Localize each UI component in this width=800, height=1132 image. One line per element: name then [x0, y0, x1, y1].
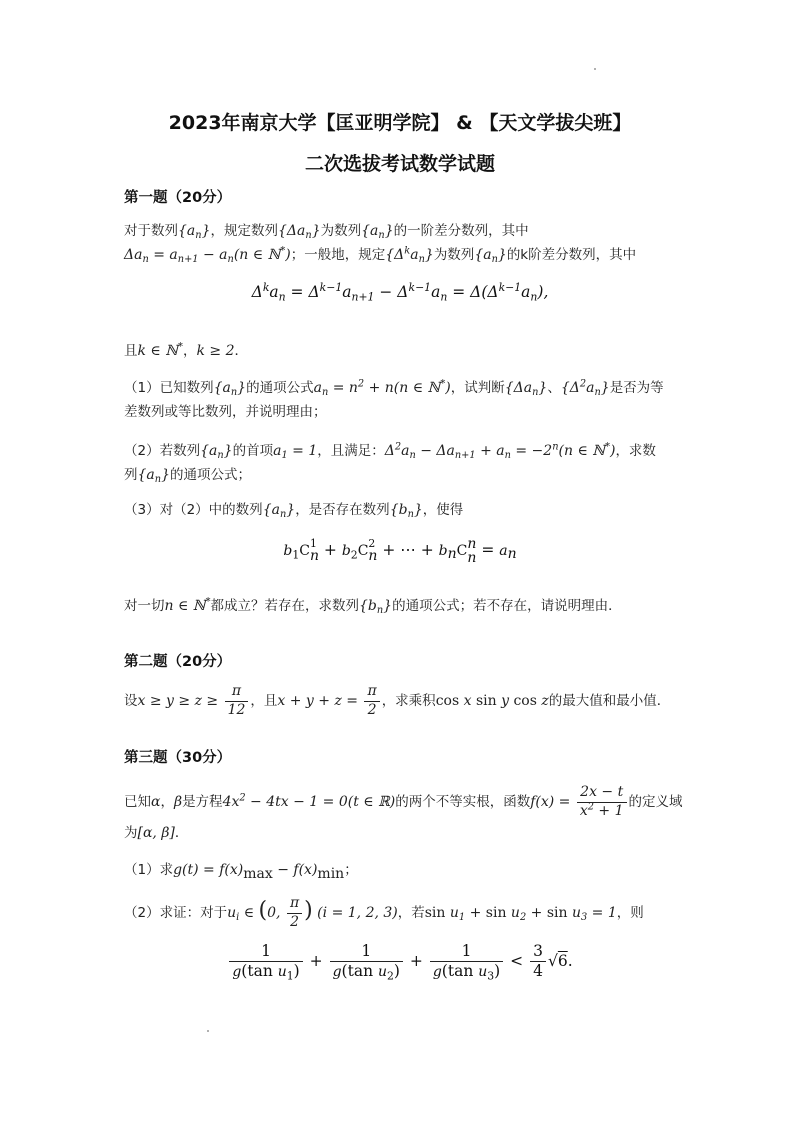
q2-text: 设x ≥ y ≥ z ≥ $\frac{\pi}{12}$ ，且x + y + z = $\frac{\pi}{2}$ ，求乘积cos x sin y cos z的最大值和最小值．	[124, 683, 671, 718]
q1-binomial-sum-formula: $b_1C1$ $n + b_2C2$ n + ⋯ + $b_nCn$ $n = a_n$	[283, 536, 517, 566]
q3-inequality: $\frac{1}{g(\tan u_1)}$ + $\frac{1}{g(\tan u_2)}$ + $\frac{1}{g(\tan u_3)}$ < $\frac{3}{4}$ √6.	[0, 942, 800, 982]
q1-condition: 且k ∈ ℕ*，k ≥ 2．	[124, 341, 248, 359]
q2-heading: 第二题（20分）	[124, 654, 232, 670]
exam-title: 2023年南京大学【匡亚明学院】 & 【天文学拔尖班】	[168, 112, 632, 134]
q1-kth-difference-formula: $\Delta^ka_n = \Delta^{k-1}a_{n+1} - \Delta^{k-1}a_n = \Delta(\Delta^{k-1}a_n)$,	[251, 281, 549, 304]
q3-text-line1: 已知α，β是方程$4x^2 - 4tx - 1 = 0(t$ ∈ ℝ)的两个不等实根，函数f(x) = $\frac{2x - t}{x^2 + 1}$ 的定义域	[124, 784, 683, 819]
q1-intro-line2: $\Delta a_n = a_{n+1} - a_n(n$ ∈ ℕ*)；一般地，规定$\{\Delta^ka_n\}$为数列$\{a_n\}$的k阶差分数列，其中	[124, 245, 637, 265]
q1-part1-line2: 差数列或等比数列，并说明理由；	[124, 404, 327, 420]
q1-part2-line1: （2）若数列$\{a_n\}$的首项$a_1 = 1$，且满足：$\Delta^2a_n - \Delta a_{n+1} + a_n = -2^n(n$ ∈ ℕ*)，求数	[124, 441, 656, 461]
q1-part1-line1: （1）已知数列$\{a_n\}$的通项公式$a_n = n^2 + n(n$ ∈ ℕ*)，试判断$\{\Delta a_n\}$、$\{\Delta^2a_n\}$是否为等	[124, 378, 664, 398]
q1-part2-line2: 列$\{a_n\}$的通项公式；	[124, 467, 251, 485]
exam-subtitle: 二次选拔考试数学试题	[304, 153, 495, 175]
scan-speck	[207, 1030, 209, 1032]
q3-heading: 第三题（30分）	[124, 750, 232, 766]
q3-text-line2: 为[α, β]．	[124, 825, 189, 841]
q1-part3-line2: 对一切n ∈ ℕ*都成立？若存在，求数列$\{b_n\}$的通项公式；若不存在，请说明理由．	[124, 596, 622, 616]
scan-speck	[594, 68, 596, 70]
q1-intro-line1: 对于数列$\{a_n\}$，规定数列$\{\Delta a_n\}$为数列$\{a_n\}$的一阶差分数列，其中	[124, 223, 529, 241]
q3-part1: （1）求$g(t) = f(x)_{max} - f(x)_{min}$；	[124, 862, 358, 883]
q3-part2: （2）求证：对于$u_i$ ∈ (0, $\frac{\pi}{2}$ ) (i = 1, 2, 3)，若$\sin u_1 + \sin u_2 + \sin u_3 = 1$，则	[124, 895, 644, 930]
q1-part3-line1: （3）对（2）中的数列$\{a_n\}$，是否存在数列$\{b_n\}$，使得	[124, 502, 464, 520]
q1-heading: 第一题（20分）	[124, 190, 232, 206]
